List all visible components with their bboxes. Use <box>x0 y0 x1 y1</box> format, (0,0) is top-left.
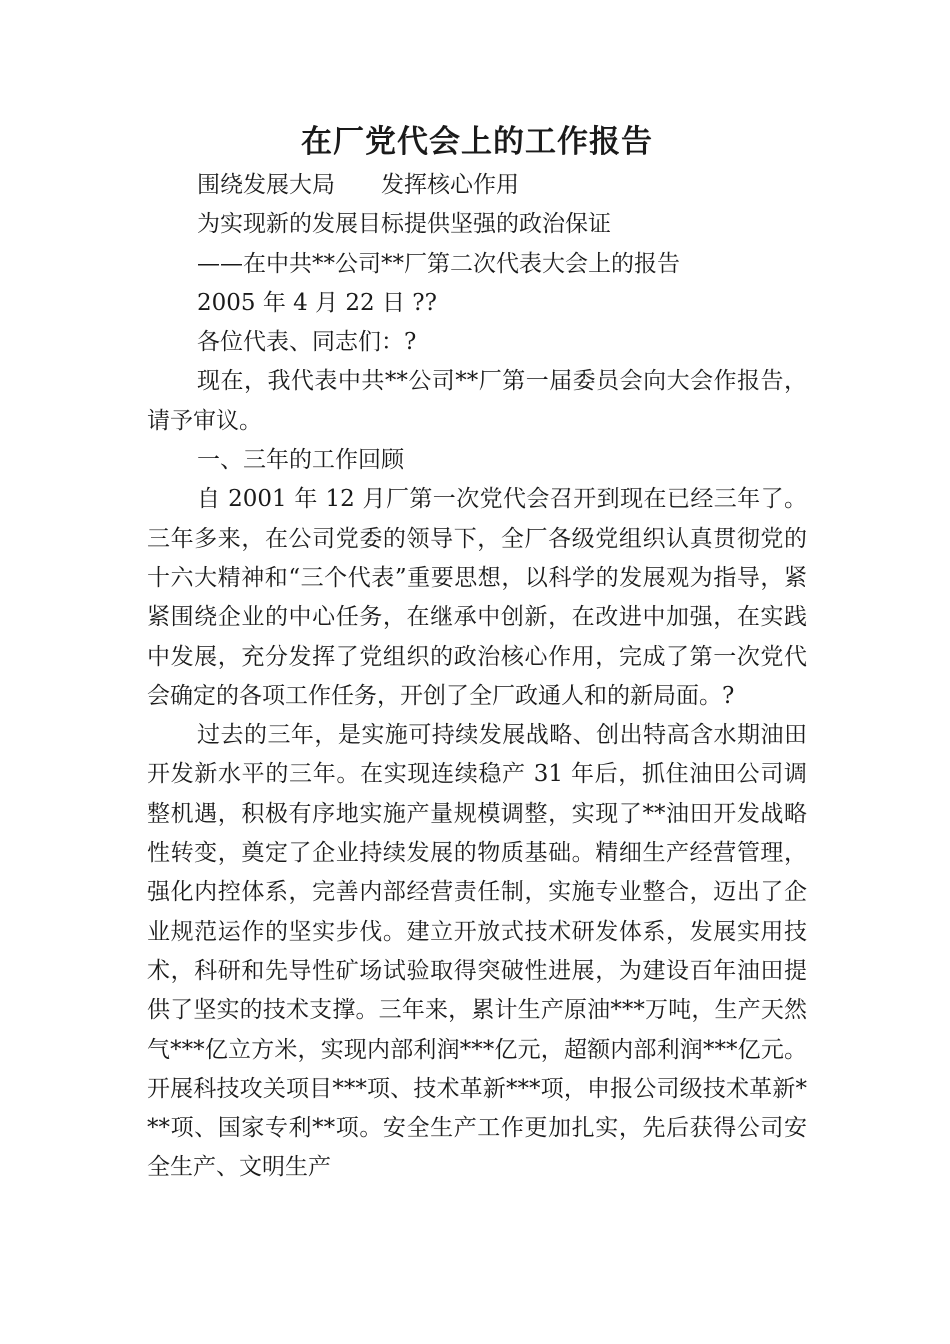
subtitle-line-3: ——在中共**公司**厂第二次代表大会上的报告 <box>197 250 680 277</box>
subtitle-part-2: 发挥核心作用 <box>381 172 519 198</box>
body-paragraph-1: 自 2001 年 12 月厂第一次党代会召开到现在已经三年了。三年多来，在公司党委的领导下，全厂各级党组织认真贯彻党的十六大精神和“三个代表”重要思想，以科学的发展观为指导，紧紧围绕企业的中心任务，在继承中创新，在改进中加强，在实践中发展，充分发挥了党组织的政治核心作用，完成了第一次党代会确定的各项工作任务，开创了全厂政通人和的新局面。? <box>147 486 807 709</box>
salutation: 各位代表、同志们：? <box>197 329 417 356</box>
subtitle-line-2: 为实现新的发展目标提供坚强的政治保证 <box>197 211 611 238</box>
document-page <box>147 118 807 1188</box>
section-heading: 一、三年的工作回顾 <box>197 447 404 474</box>
body-paragraph-2: 过去的三年，是实施可持续发展战略、创出特高含水期油田开发新水平的三年。在实现连续稳产 31 年后，抓住油田公司调整机遇，积极有序地实施产量规模调整，实现了**油田开发战略性转变，奠定了企业持续发展的物质基础。精细生产经营管理，强化内控体系，完善内部经营责任制，实施专业整合，迈出了企业规范运作的坚实步伐。建立开放式技术研发体系，发展实用技术，科研和先导性矿场试验取得突破性进展，为建设百年油田提供了坚实的技术支撑。三年来，累计生产原油***万吨，生产天然气***亿立方米，实现内部利润***亿元，超额内部利润***亿元。开展科技攻关项目***项、技术革新***项，申报公司级技术革新***项、国家专利**项。安全生产工作更加扎实，先后获得公司安全生产、文明生产 <box>147 722 807 1181</box>
date-line: 2005 年 4 月 22 日 ?? <box>197 289 437 316</box>
subtitle-line-1 <box>147 166 807 205</box>
subtitle-part-1: 围绕发展大局 <box>197 172 335 198</box>
intro-paragraph: 现在，我代表中共**公司**厂第一届委员会向大会作报告，请予审议。 <box>147 368 807 434</box>
document-title: 在厂党代会上的工作报告 <box>301 124 653 160</box>
